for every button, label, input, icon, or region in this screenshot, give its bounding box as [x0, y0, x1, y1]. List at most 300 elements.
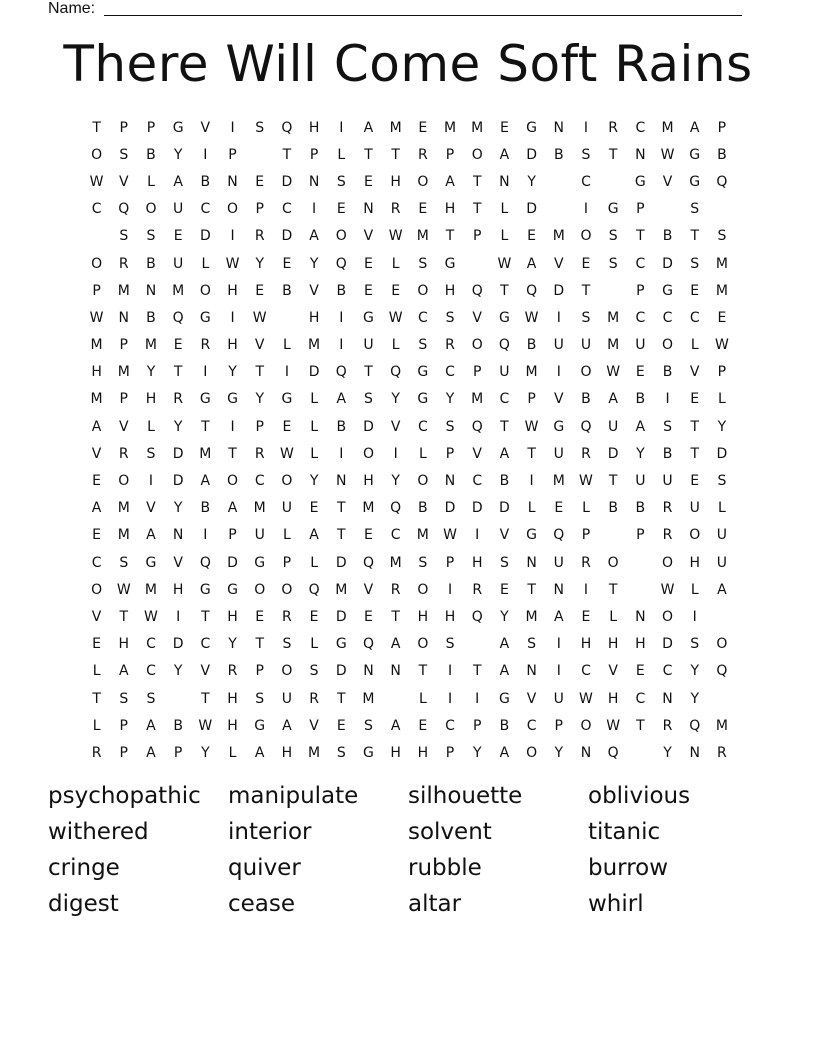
grid-letter: Q — [390, 500, 402, 517]
grid-letter: I — [583, 581, 589, 598]
grid-letter: U — [553, 554, 564, 571]
grid-letter: Y — [500, 608, 509, 625]
grid-letter: G — [634, 173, 646, 190]
grid-letter: O — [199, 282, 211, 299]
grid-letter: G — [227, 581, 238, 598]
grid-letter — [273, 304, 300, 331]
grid-letter: P — [255, 418, 264, 435]
grid-letter: L — [228, 744, 237, 761]
grid-letter: S — [499, 554, 509, 571]
grid-letter: S — [119, 146, 129, 163]
grid-letter: W — [606, 717, 621, 734]
grid-letter: I — [393, 445, 398, 462]
grid-letter: A — [445, 173, 455, 190]
grid-letter: S — [445, 418, 455, 435]
grid-letter: T — [337, 690, 346, 707]
grid-letter: C — [499, 391, 510, 408]
grid-letter: O — [716, 636, 728, 653]
grid-letter: D — [335, 663, 347, 680]
grid-letter: N — [308, 173, 320, 190]
grid-letter: S — [119, 554, 129, 571]
grid-letter: C — [146, 636, 156, 653]
grid-letter: U — [716, 527, 728, 544]
grid-letter: R — [472, 581, 483, 598]
grid-letter: B — [499, 473, 510, 490]
grid-letter: T — [527, 581, 536, 598]
grid-letter — [165, 685, 192, 712]
grid-letter: P — [119, 717, 128, 734]
grid-letter: S — [146, 228, 156, 245]
grid-letter: Q — [716, 173, 728, 190]
grid-letter: G — [199, 581, 211, 598]
grid-letter: L — [201, 255, 210, 272]
grid-letter: H — [281, 744, 293, 761]
grid-letter: I — [148, 473, 154, 490]
grid-letter: W — [252, 309, 267, 326]
grid-letter: S — [119, 228, 129, 245]
grid-letter: A — [689, 119, 700, 136]
grid-letter: O — [417, 581, 429, 598]
word-list-item: psychopathic — [48, 783, 201, 809]
grid-letter: M — [715, 255, 728, 272]
grid-letter: T — [92, 690, 101, 707]
grid-letter: G — [145, 554, 157, 571]
grid-letter: S — [418, 554, 428, 571]
grid-letter: H — [689, 554, 700, 571]
grid-letter: W — [497, 255, 512, 272]
word-list-item: manipulate — [228, 783, 359, 809]
grid-letter: C — [635, 309, 646, 326]
grid-letter: V — [200, 119, 211, 136]
grid-letter: E — [364, 527, 373, 544]
grid-letter: Y — [173, 418, 183, 435]
grid-letter: H — [417, 608, 429, 625]
grid-letter: E — [364, 173, 373, 190]
grid-letter: U — [580, 337, 592, 354]
grid-letter: A — [200, 473, 211, 490]
grid-letter: L — [337, 146, 346, 163]
grid-letter: E — [527, 228, 537, 245]
grid-letter: N — [444, 473, 456, 490]
grid-letter: M — [416, 228, 429, 245]
grid-letter: Q — [172, 309, 184, 326]
grid-letter: I — [203, 527, 208, 544]
grid-letter: B — [635, 500, 646, 517]
grid-letter: W — [524, 418, 539, 435]
grid-letter: H — [363, 473, 374, 490]
grid-letter: E — [554, 500, 564, 517]
grid-letter: C — [445, 364, 455, 381]
grid-letter: M — [90, 337, 103, 354]
word-list-item: quiver — [228, 855, 301, 881]
grid-letter: M — [308, 337, 321, 354]
grid-letter: T — [255, 364, 264, 381]
grid-letter: E — [690, 473, 700, 490]
grid-letter: Y — [391, 473, 400, 490]
grid-letter: O — [580, 364, 592, 381]
grid-letter: C — [635, 255, 646, 272]
grid-letter — [246, 141, 273, 168]
grid-letter: O — [689, 527, 701, 544]
grid-letter: L — [310, 418, 318, 435]
grid-letter: H — [227, 282, 238, 299]
grid-letter: I — [339, 309, 344, 326]
grid-letter: P — [119, 744, 128, 761]
grid-letter: L — [690, 581, 699, 598]
grid-letter: T — [364, 146, 373, 163]
grid-letter: M — [117, 364, 130, 381]
grid-letter: E — [581, 608, 591, 625]
grid-letter: S — [282, 636, 292, 653]
grid-letter: M — [525, 364, 538, 381]
grid-letter: U — [363, 337, 374, 354]
grid-letter: T — [391, 146, 400, 163]
grid-letter: E — [173, 228, 183, 245]
grid-letter: O — [417, 636, 429, 653]
grid-letter: V — [553, 255, 564, 272]
grid-letter: D — [471, 500, 483, 517]
grid-letter: L — [418, 445, 427, 462]
grid-letter: O — [335, 228, 347, 245]
grid-letter: Q — [471, 282, 483, 299]
grid-letter: D — [662, 255, 673, 272]
grid-letter — [708, 196, 735, 223]
grid-letter: D — [526, 201, 537, 218]
grid-letter: N — [118, 309, 130, 326]
grid-letter: E — [282, 418, 292, 435]
grid-letter: D — [662, 636, 673, 653]
grid-letter: A — [363, 119, 374, 136]
grid-letter: S — [418, 337, 428, 354]
grid-letter: W — [388, 309, 403, 326]
grid-letter: B — [553, 146, 564, 163]
grid-letter: N — [363, 663, 374, 680]
grid-letter: O — [91, 255, 103, 272]
grid-letter: E — [418, 201, 428, 218]
grid-letter — [654, 196, 681, 223]
grid-letter: R — [91, 744, 102, 761]
grid-letter: B — [146, 146, 156, 163]
grid-letter: A — [173, 173, 183, 190]
grid-letter: Q — [308, 581, 320, 598]
grid-letter: B — [526, 337, 537, 354]
grid-letter: O — [91, 581, 103, 598]
grid-letter: P — [228, 146, 237, 163]
grid-letter: E — [255, 282, 265, 299]
grid-letter: E — [635, 663, 645, 680]
grid-letter: O — [281, 473, 293, 490]
grid-letter: O — [471, 146, 483, 163]
grid-letter: B — [662, 228, 673, 245]
grid-letter — [627, 576, 654, 603]
grid-letter: T — [608, 146, 618, 163]
grid-letter: W — [606, 364, 621, 381]
grid-letter: V — [363, 228, 374, 245]
grid-letter: I — [230, 309, 235, 326]
grid-letter: H — [308, 119, 320, 136]
grid-letter: A — [390, 636, 401, 653]
grid-letter: S — [119, 690, 129, 707]
grid-letter: C — [282, 201, 292, 218]
grid-letter: L — [582, 500, 590, 517]
grid-letter: L — [310, 554, 318, 571]
grid-letter: U — [608, 418, 619, 435]
grid-letter: O — [227, 473, 239, 490]
grid-letter: H — [607, 690, 619, 707]
grid-letter: P — [717, 364, 727, 381]
grid-letter: L — [500, 201, 509, 218]
grid-letter: N — [227, 173, 238, 190]
grid-letter: W — [116, 581, 131, 598]
grid-letter: O — [417, 282, 429, 299]
grid-letter: A — [553, 608, 564, 625]
grid-letter: E — [364, 608, 373, 625]
grid-letter: N — [526, 663, 537, 680]
grid-letter: S — [146, 445, 156, 462]
grid-letter: O — [362, 445, 374, 462]
grid-letter: C — [417, 309, 428, 326]
grid-letter: I — [230, 418, 235, 435]
grid-letter: P — [146, 119, 156, 136]
grid-letter: M — [607, 337, 620, 354]
word-list-item: titanic — [588, 819, 661, 845]
grid-letter: A — [635, 418, 646, 435]
grid-letter: N — [580, 744, 592, 761]
name-label: Name: — [48, 0, 96, 17]
grid-letter: B — [200, 173, 211, 190]
grid-letter: W — [714, 337, 729, 354]
grid-letter: Q — [281, 119, 293, 136]
grid-letter: C — [254, 473, 265, 490]
grid-letter: E — [364, 255, 373, 272]
grid-letter — [627, 549, 654, 576]
grid-letter: U — [553, 690, 564, 707]
grid-letter: I — [230, 228, 235, 245]
grid-letter: R — [662, 500, 673, 517]
grid-letter: O — [471, 337, 483, 354]
grid-letter: M — [389, 119, 402, 136]
grid-letter: M — [552, 473, 565, 490]
grid-letter: L — [283, 527, 291, 544]
grid-letter: O — [254, 581, 266, 598]
word-list-item: interior — [228, 819, 312, 845]
grid-letter: P — [636, 201, 645, 218]
grid-letter: S — [608, 255, 618, 272]
grid-letter: C — [445, 717, 455, 734]
grid-letter: H — [444, 201, 456, 218]
grid-letter: Y — [690, 663, 699, 680]
grid-letter: M — [715, 282, 728, 299]
grid-letter: B — [282, 282, 292, 299]
grid-letter: E — [717, 309, 727, 326]
grid-letter: T — [581, 282, 591, 299]
grid-letter: U — [254, 527, 265, 544]
word-list-item: altar — [408, 891, 462, 917]
grid-letter: W — [225, 255, 240, 272]
grid-letter: T — [201, 608, 210, 625]
grid-letter: V — [526, 690, 537, 707]
grid-letter: Q — [362, 554, 374, 571]
grid-letter: W — [144, 608, 158, 625]
grid-letter: U — [662, 473, 673, 490]
grid-letter: S — [717, 228, 727, 245]
grid-letter: V — [499, 527, 510, 544]
grid-letter: T — [636, 228, 645, 245]
grid-letter: O — [145, 201, 157, 218]
grid-letter — [464, 631, 491, 658]
grid-letter: G — [526, 119, 538, 136]
grid-letter: Y — [636, 445, 645, 462]
grid-letter: B — [581, 391, 591, 408]
grid-letter: G — [199, 391, 211, 408]
grid-letter: G — [689, 146, 701, 163]
grid-letter: M — [471, 391, 484, 408]
grid-letter: S — [663, 418, 672, 435]
grid-letter: V — [363, 581, 374, 598]
grid-letter: C — [91, 201, 102, 218]
grid-letter: E — [255, 608, 265, 625]
grid-letter: L — [609, 608, 618, 625]
grid-letter: G — [335, 636, 347, 653]
grid-letter: T — [391, 608, 400, 625]
grid-letter: A — [390, 717, 401, 734]
grid-letter: S — [581, 146, 591, 163]
grid-letter: E — [92, 473, 102, 490]
grid-letter — [600, 522, 627, 549]
grid-letter: U — [716, 554, 728, 571]
grid-letter: I — [556, 364, 561, 381]
grid-letter: P — [173, 744, 183, 761]
grid-letter: N — [662, 690, 673, 707]
grid-letter: S — [608, 228, 618, 245]
word-list-item: cease — [228, 891, 296, 917]
grid-letter: D — [363, 418, 374, 435]
grid-letter: R — [173, 391, 184, 408]
grid-letter: O — [662, 554, 674, 571]
grid-letter: T — [173, 364, 183, 381]
grid-letter: V — [309, 282, 319, 299]
grid-letter: T — [690, 445, 699, 462]
grid-letter — [545, 168, 572, 195]
grid-letter: V — [118, 418, 129, 435]
grid-letter: E — [336, 201, 346, 218]
grid-letter: Y — [391, 391, 400, 408]
grid-letter: S — [309, 663, 319, 680]
grid-letter: G — [498, 309, 510, 326]
grid-letter: A — [608, 391, 618, 408]
grid-letter: N — [499, 173, 510, 190]
grid-letter: I — [556, 636, 561, 653]
word-list-item: silhouette — [408, 783, 523, 809]
grid-letter: P — [527, 391, 536, 408]
grid-letter: E — [336, 717, 346, 734]
grid-letter: I — [176, 608, 181, 625]
grid-letter: I — [665, 391, 670, 408]
grid-letter: D — [308, 364, 320, 381]
grid-letter: M — [117, 527, 130, 544]
grid-letter: B — [336, 418, 347, 435]
grid-letter: B — [200, 500, 211, 517]
grid-letter: R — [417, 146, 428, 163]
grid-letter: R — [662, 527, 673, 544]
grid-letter: R — [390, 581, 401, 598]
grid-letter: Y — [146, 364, 156, 381]
grid-letter: Q — [689, 717, 701, 734]
grid-letter: U — [281, 500, 293, 517]
grid-letter: W — [579, 473, 593, 490]
grid-letter: Y — [663, 744, 672, 761]
grid-letter: T — [472, 173, 482, 190]
grid-letter: P — [119, 391, 128, 408]
grid-letter: O — [580, 717, 592, 734]
grid-letter: T — [500, 282, 509, 299]
grid-letter: T — [364, 364, 373, 381]
grid-letter: H — [118, 636, 130, 653]
grid-letter — [382, 685, 409, 712]
grid-letter: S — [717, 473, 727, 490]
grid-letter: T — [282, 146, 292, 163]
grid-letter: R — [118, 255, 129, 272]
grid-letter: P — [472, 717, 482, 734]
word-list-item: oblivious — [588, 783, 691, 809]
grid-letter: U — [173, 201, 184, 218]
grid-letter: C — [91, 554, 102, 571]
grid-letter: U — [499, 364, 510, 381]
grid-letter: E — [690, 391, 700, 408]
grid-letter: B — [146, 309, 156, 326]
grid-letter: D — [199, 228, 211, 245]
grid-letter: D — [553, 282, 565, 299]
grid-letter: D — [444, 500, 456, 517]
grid-letter: P — [445, 146, 455, 163]
grid-letter: I — [447, 690, 453, 707]
word-list-item: digest — [48, 891, 119, 917]
grid-letter: N — [635, 146, 646, 163]
grid-letter: D — [607, 445, 619, 462]
grid-letter: P — [636, 527, 645, 544]
grid-letter: T — [690, 228, 699, 245]
grid-letter: Y — [173, 663, 183, 680]
grid-letter: R — [118, 445, 129, 462]
grid-letter: H — [91, 364, 102, 381]
grid-letter: V — [200, 663, 211, 680]
grid-letter: H — [172, 581, 184, 598]
grid-letter: P — [119, 337, 128, 354]
grid-letter: U — [553, 337, 564, 354]
word-list-item: rubble — [408, 855, 482, 881]
grid-letter: H — [417, 744, 429, 761]
grid-letter: I — [475, 690, 480, 707]
grid-letter: T — [472, 663, 482, 680]
grid-letter: T — [500, 418, 509, 435]
grid-letter: Y — [527, 173, 536, 190]
grid-letter: N — [553, 581, 565, 598]
grid-letter: O — [580, 228, 592, 245]
grid-letter: U — [635, 337, 646, 354]
grid-letter: C — [390, 527, 401, 544]
grid-letter: M — [661, 119, 674, 136]
grid-letter: A — [499, 445, 510, 462]
grid-letter: S — [146, 690, 156, 707]
grid-letter — [83, 223, 110, 250]
grid-letter: B — [662, 445, 673, 462]
grid-letter: S — [364, 717, 373, 734]
grid-letter: Y — [690, 690, 699, 707]
grid-letter: I — [583, 201, 589, 218]
grid-letter: B — [608, 500, 618, 517]
grid-letter: L — [391, 255, 400, 272]
grid-letter: I — [203, 146, 208, 163]
